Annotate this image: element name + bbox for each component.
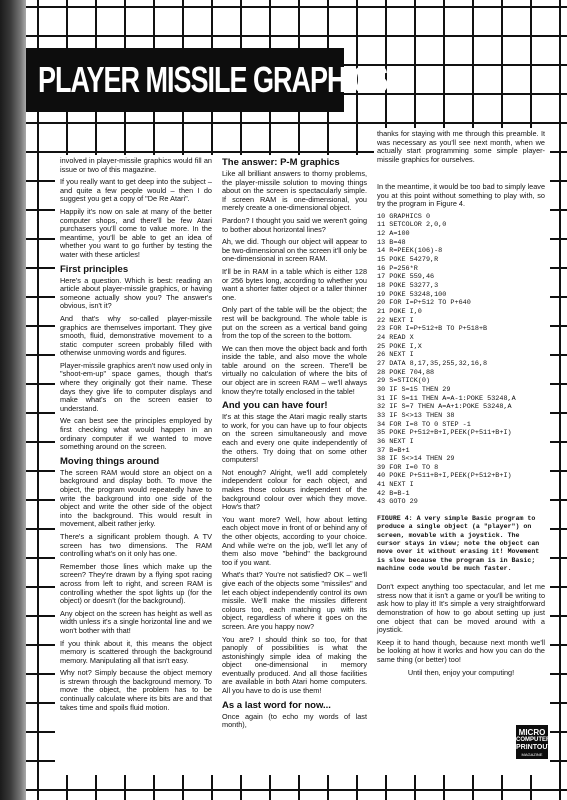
code-line: 21 POKE I,0: [377, 308, 422, 316]
article-column-3-top: [377, 130, 545, 168]
code-line: 20 FOR I=P+512 TO P+640: [377, 299, 471, 308]
paragraph: You want more? Well, how about letting each object move in front of or behind any of the other objects, according to your choice. And while we're on the job, we'll let any of them also move "behind" the background too if you want.: [222, 514, 367, 567]
logo-text: MICRO: [518, 728, 546, 737]
paragraph: thanks for staying with me through this preamble. It was necessary as you'll see next month, when we actually start programming some simple player-missile graphics for ourselves.: [377, 129, 545, 164]
basic-program-listing: [377, 213, 545, 507]
section-heading: And you can have four!: [222, 400, 328, 412]
logo-text: MAGAZINE: [521, 752, 543, 757]
paragraph: It'll be in RAM in a table which is either 128 or 256 bytes long, according to whether you want a shorter fatter object or a taller thinner one.: [222, 266, 367, 302]
paragraph: Remember those lines which make up the screen? They're drawn by a flying spot racing across from left to right, and screen RAM is controlling whether the spot lights up (for the object) or doesn't (for the background).: [60, 561, 212, 606]
paragraph: Ah, we did. Though our object will appear to be two-dimensional on the screen it'll only be one-dimensional in screen RAM.: [222, 237, 367, 264]
code-line: 16 P=256*R: [377, 264, 418, 273]
code-line: 19 POKE 53248,100: [377, 290, 447, 299]
paragraph: Player-missile graphics aren't now used only in "shoot-em-up" space games, though that's where they originally got their name. These days they give life to computer displays and make what's on the screen easier to understand.: [60, 360, 212, 413]
figure-caption: FIGURE 4: A very simple Basic program to produce a single object (a "player") on screen, movable with a joystick. The cursor stays in view; note the object can move over it without erasing it! Movement is slow because the program is in Basic; machine code would be much faster.: [377, 515, 540, 572]
paragraph: The screen RAM would store an object on a background and display both. To move the object, the program would repeatedly have to write the background into one side of the object and write the other side of the object into the background. This would result in movement, albeit rather jerky.: [60, 467, 212, 529]
code-line: 32 IF S=7 THEN A=A+1:POKE 53248,A: [377, 403, 512, 412]
code-line: 23 FOR I=P+512+B TO P+518+B: [377, 325, 488, 334]
code-line: 42 B=B-1: [377, 489, 410, 498]
paragraph: We can then move the object back and forth inside the table, and also move the whole table around on the screen. There'll be virtually no calculation of where the bits of our object are in screen RAM – we'll always know they're totally enclosed in the table!: [222, 343, 367, 396]
paragraph: Why not? Simply because the object memory is strewn through the background memory. To move the object, the problem has to be continually calculate where its bits are and that takes time and spoils fluid motion.: [60, 668, 212, 712]
article-column-1: [60, 157, 212, 716]
code-line: 30 IF S=15 THEN 29: [377, 385, 451, 394]
article-column-3: [377, 183, 545, 681]
paragraph: Pardon? I thought you said we weren't going to bother about horizontal lines?: [222, 215, 367, 234]
code-line: 41 NEXT I: [377, 481, 414, 490]
code-line: 37 B=B+1: [377, 446, 410, 455]
page-title: PLAYER MISSILE GRAPHICS: [38, 59, 388, 101]
paragraph: There's a significant problem though. A TV screen has two dimensions. The RAM controlling what's on it only has one.: [60, 531, 212, 559]
paragraph: It's at this stage the Atari magic really starts to work, for you can have up to four objects on the screen simultaneously and move each and every one quite independently of the others. Try doing that on some other computers!: [222, 412, 367, 465]
code-line: 34 FOR I=8 TO 0 STEP -1: [377, 420, 471, 429]
paragraph: Until then, enjoy your computing!: [407, 667, 515, 677]
code-line: 36 NEXT I: [377, 437, 414, 446]
logo-text: PRINTOUT: [516, 744, 552, 751]
paragraph: Don't expect anything too spectacular, and let me stress now that it isn't a game or you'll be writing to ask how to play it! It's simple a very straightforward demonstration of how to go about setting up just one object that can be moved around with a joystick.: [377, 582, 545, 635]
paragraph: Keep it to hand though, because next month we'll be looking at how it works and how you can do the same thing (or better) too!: [377, 637, 545, 664]
code-line: 27 DATA 8,17,35,255,32,16,8: [377, 359, 488, 368]
code-line: 12 A=100: [377, 230, 410, 239]
paragraph: We can best see the principles employed by first checking what would happen in an ordinary computer if we wanted to move something around on the screen.: [60, 416, 212, 452]
paragraph: Once again (to echo my words of last month),: [222, 711, 367, 730]
paragraph: Only part of the table will be the object; the rest will be background. The whole table is put on the screen as a vertical band going from the top of the screen to the bottom.: [222, 305, 367, 341]
paragraph: You are? I should think so too, for that panoply of possibilities is what the astonishingly simple idea of making the object one-dimensional in memory eventually produced. And all those facilities are available in both Atari home computers. All you have to do is use them!: [222, 634, 367, 696]
section-heading: Moving things around: [60, 455, 160, 467]
paragraph: Like all brilliant answers to thorny problems, the player-missile solution to moving things about on the screen is spectacularly simple. If screen RAM is one-dimensional, you merely create a one-dimensional object.: [222, 169, 367, 213]
section-heading: As a last word for now...: [222, 699, 331, 711]
code-line: 15 POKE 54279,R: [377, 256, 439, 265]
code-line: 28 POKE 704,88: [377, 368, 435, 377]
paragraph: Here's a question. Which is best: reading an article about player-missile graphics, or having someone actually show you? The answer's obvious, isn't it?: [60, 275, 212, 311]
code-line: 22 NEXT I: [377, 316, 414, 325]
code-line: 10 GRAPHICS 0: [377, 212, 431, 221]
code-line: 11 SETCOLOR 2,0,0: [377, 221, 447, 230]
code-line: 31 IF S=11 THEN A=A-1:POKE 53248,A: [377, 394, 516, 403]
code-line: 26 NEXT I: [377, 351, 414, 360]
page-spine-shadow: [0, 0, 26, 800]
article-column-2: [222, 157, 367, 734]
paragraph: What's that? You're not satisfied? OK – we'll give each of the objects some "missiles" and let each object independently control its own missile. We'll make the missiles different colours too, each matching up with its object, regardless of where it goes on the screen. Are you happy now?: [222, 570, 367, 631]
paragraph: Happily it's now on sale at many of the better computer shops, and there'll be few Atari purchasers you'll come to value more. In the meantime, you'll be able to get an idea of whether you want to go further by testing the water with these articles!: [60, 206, 212, 259]
code-line: 33 IF S<>13 THEN 38: [377, 411, 455, 420]
code-line: 24 READ X: [377, 333, 414, 342]
code-line: 40 POKE P+511+B+I,PEEK(P+512+B+I): [377, 472, 512, 481]
paragraph: If you think about it, this means the object memory is scattered through the background memory. Manipulating all that isn't easy.: [60, 638, 212, 665]
magazine-logo: [516, 725, 552, 759]
code-line: 35 POKE P+512+B+I,PEEK(P+511+B+I): [377, 429, 512, 438]
section-heading: The answer: P-M graphics: [222, 157, 340, 168]
code-line: 29 S=STICK(0): [377, 377, 431, 386]
paragraph: In the meantime, it would be too bad to simply leave you at this point without something to play with, so try the program in Figure 4.: [377, 182, 545, 209]
code-line: 14 R=PEEK(106)-8: [377, 247, 443, 256]
code-line: 13 B=48: [377, 238, 406, 247]
paragraph: involved in player-missile graphics would fill an issue or two of this magazine.: [60, 156, 212, 174]
code-line: 18 POKE 53277,3: [377, 282, 439, 291]
code-line: 39 FOR I=0 TO 8: [377, 463, 439, 472]
code-line: 43 GOTO 29: [377, 498, 418, 507]
code-line: 25 POKE I,X: [377, 342, 422, 351]
paragraph: If you really want to get deep into the subject – and quite a few people would – then I do suggest you get a copy of "De Re Atari".: [60, 177, 212, 204]
paragraph: Not enough? Alright, we'll add completely independent colour for each object, and makes those colours independent of the background colour over which they move. How's that?: [222, 467, 367, 512]
code-line: 38 IF S<>14 THEN 29: [377, 455, 455, 464]
paragraph: Any object on the screen has height as well as width unless it's a single horizontal line and we won't bother with that!: [60, 608, 212, 635]
paragraph: And that's why so-called player-missile graphics are themselves important. They give smooth, fluid, demonstrative movement to a static computer screen probably filled with otherwise unmoving words and figures.: [60, 313, 212, 358]
logo-text: COMPUTER: [516, 737, 551, 743]
section-heading: First principles: [60, 263, 129, 275]
code-line: 17 POKE 559,46: [377, 273, 435, 282]
